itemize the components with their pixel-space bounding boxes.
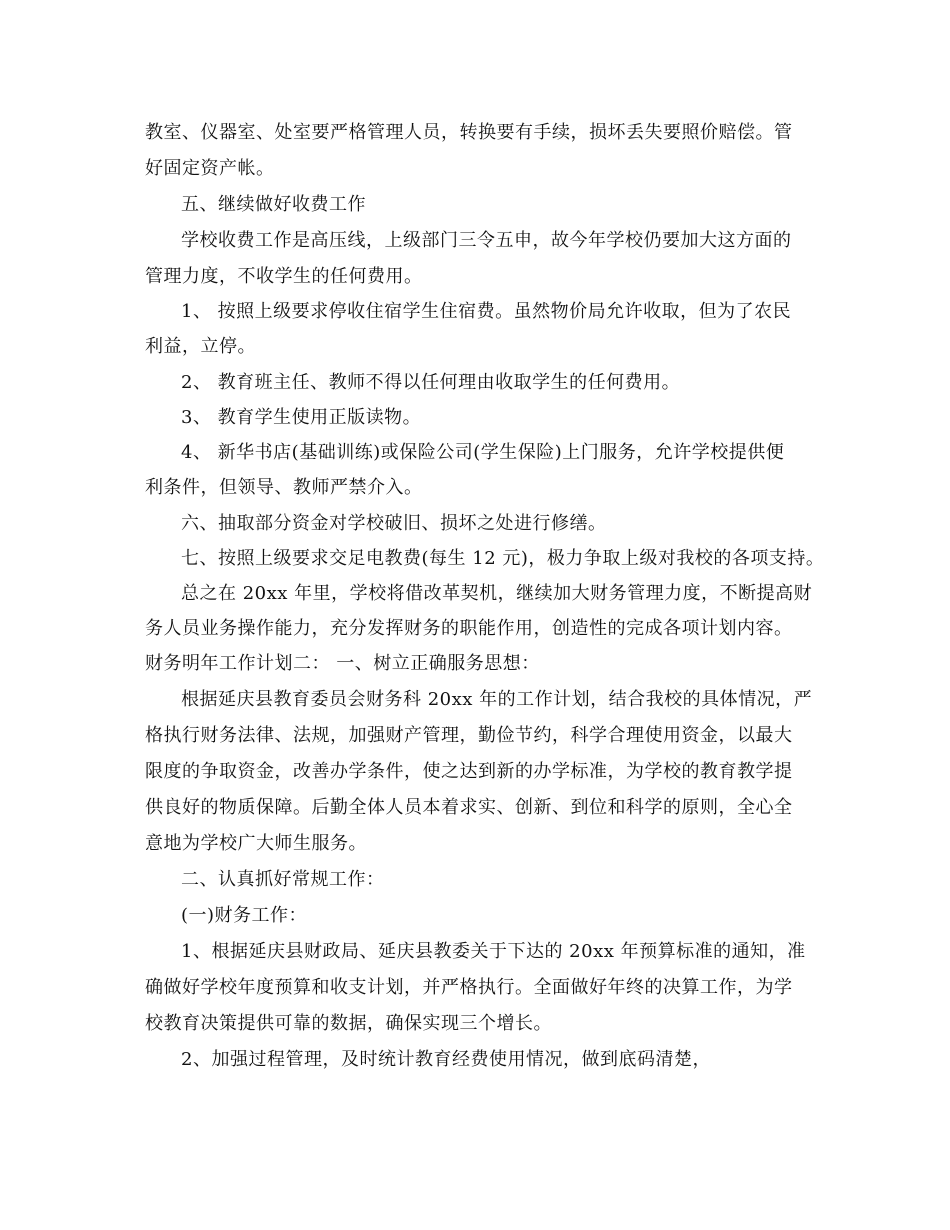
body-text-line: 利益，立停。: [145, 336, 256, 357]
body-text-line: 意地为学校广大师生服务。: [145, 833, 367, 854]
body-text-line: 限度的争取资金，改善办学条件，使之达到新的办学标准，为学校的教育教学提: [145, 761, 793, 782]
body-text-line: 2、加强过程管理，及时统计教育经费使用情况，做到底码清楚，: [181, 1049, 711, 1070]
section-heading: 五、继续做好收费工作: [181, 194, 366, 215]
list-item: 3、 教育学生使用正版读物。: [181, 407, 422, 428]
body-text-line: 利条件，但领导、教师严禁介入。: [145, 477, 423, 498]
list-item: 1、 按照上级要求停收住宿学生住宿费。虽然物价局允许收取，但为了农民: [181, 301, 792, 322]
body-text-line: 好固定资产帐。: [145, 158, 275, 179]
body-text-line: 学校收费工作是高压线，上级部门三令五申，故今年学校仍要加大这方面的: [181, 230, 792, 251]
list-item: 2、 教育班主任、教师不得以任何理由收取学生的任何费用。: [181, 372, 681, 393]
body-text-line: 管理力度，不收学生的任何费用。: [145, 266, 423, 287]
plan-two-heading: 财务明年工作计划二： 一、树立正确服务思想：: [145, 653, 540, 674]
section-heading: 七、按照上级要求交足电教费(每生 12 元)，极力争取上级对我校的各项支持。: [181, 548, 825, 569]
body-text-line: 务人员业务操作能力，充分发挥财务的职能作用，创造性的完成各项计划内容。: [145, 618, 793, 639]
section-heading: 六、抽取部分资金对学校破旧、损坏之处进行修缮。: [181, 513, 607, 534]
body-text-line: 格执行财务法律、法规，加强财产管理，勤俭节约，科学合理使用资金，以最大: [145, 725, 793, 746]
body-text-line: 教室、仪器室、处室要严格管理人员，转换要有手续，损坏丢失要照价赔偿。管: [145, 122, 793, 143]
subsection-heading: (一)财务工作：: [181, 905, 308, 926]
body-text-line: 确做好学校年度预算和收支计划，并严格执行。全面做好年终的决算工作，为学: [145, 977, 793, 998]
body-text-line: 总之在 20xx 年里，学校将借改革契机，继续加大财务管理力度，不断提高财: [181, 583, 813, 604]
body-text-line: 1、根据延庆县财政局、延庆县教委关于下达的 20xx 年预算标准的通知，准: [181, 941, 806, 962]
section-heading: 二、认真抓好常规工作：: [181, 869, 385, 890]
list-item: 4、 新华书店(基础训练)或保险公司(学生保险)上门服务，允许学校提供便: [181, 442, 785, 463]
body-text-line: 供良好的物质保障。后勤全体人员本着求实、创新、到位和科学的原则，全心全: [145, 797, 793, 818]
body-text-line: 根据延庆县教育委员会财务科 20xx 年的工作计划，结合我校的具体情况，严: [181, 689, 813, 710]
body-text-line: 校教育决策提供可靠的数据，确保实现三个增长。: [145, 1013, 552, 1034]
